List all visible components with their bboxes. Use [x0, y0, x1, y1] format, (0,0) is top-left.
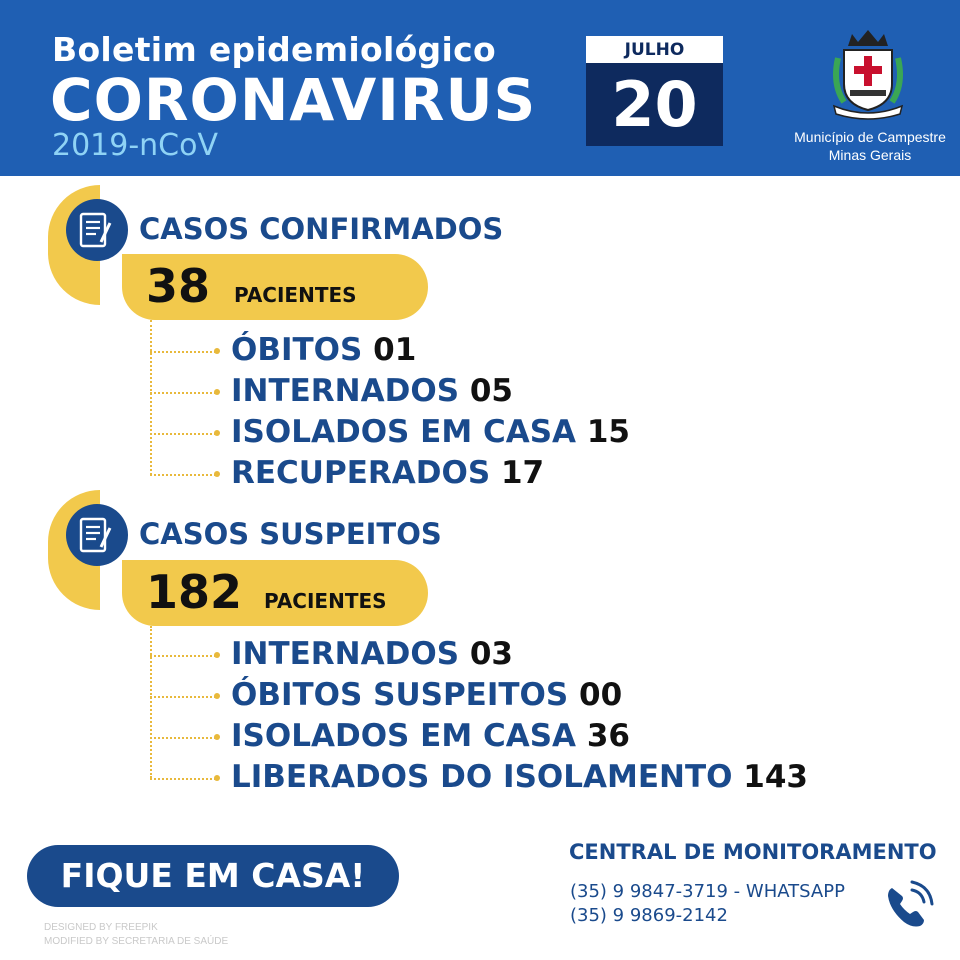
design-credit: DESIGNED BY FREEPIK	[44, 922, 158, 933]
suspected-deaths-label: ÓBITOS SUSPEITOS	[231, 677, 569, 713]
suspected-home-isolation-label: ISOLADOS EM CASA	[231, 718, 577, 754]
tree-branch	[150, 655, 216, 657]
suspected-released-label: LIBERADOS DO ISOLAMENTO	[231, 759, 733, 795]
confirmed-deaths-row	[231, 332, 416, 368]
tree-dot	[214, 775, 220, 781]
clipboard-icon	[66, 199, 128, 261]
tree-dot	[214, 348, 220, 354]
clipboard-icon	[66, 504, 128, 566]
confirmed-recovered-row	[231, 455, 544, 491]
confirmed-home-isolation-value: 15	[586, 414, 630, 450]
suspected-unit: PACIENTES	[264, 589, 387, 613]
suspected-released-row	[231, 759, 808, 795]
bulletin-title: Boletim epidemiológico	[52, 30, 496, 69]
confirmed-recovered-value: 17	[500, 455, 545, 491]
confirmed-deaths-value: 01	[373, 332, 417, 368]
confirmed-hospitalized-row	[231, 373, 513, 409]
confirmed-home-isolation-row	[231, 414, 630, 450]
confirmed-deaths-label: ÓBITOS	[231, 332, 363, 368]
confirmed-home-isolation-label: ISOLADOS EM CASA	[231, 414, 577, 450]
tree-dot	[214, 734, 220, 740]
tree-branch	[150, 351, 216, 353]
suspected-title: CASOS SUSPEITOS	[139, 517, 442, 551]
phone-call-icon	[882, 878, 936, 932]
modified-credit: MODIFIED BY SECRETARIA DE SAÚDE	[44, 936, 229, 947]
tree-branch	[150, 737, 216, 739]
date-month: JULHO	[586, 36, 723, 63]
tree-branch	[150, 778, 216, 780]
date-box	[586, 36, 723, 146]
suspected-home-isolation-row	[231, 718, 630, 754]
tree-branch	[150, 392, 216, 394]
confirmed-count-pill	[122, 254, 428, 320]
tree-dot	[214, 389, 220, 395]
municipality-line2: Minas Gerais	[828, 147, 912, 163]
tree-dot	[214, 693, 220, 699]
suspected-deaths-value: 00	[579, 677, 623, 713]
confirmed-unit: PACIENTES	[234, 283, 357, 307]
tree-branch	[150, 474, 216, 476]
tree-dot	[214, 471, 220, 477]
confirmed-count: 38	[146, 259, 211, 313]
suspected-deaths-row	[231, 677, 622, 713]
coronavirus-title: CORONAVIRUS	[50, 66, 537, 134]
municipal-coat-of-arms-icon	[830, 28, 906, 120]
virus-code: 2019-nCoV	[52, 128, 219, 163]
confirmed-title: CASOS CONFIRMADOS	[139, 212, 504, 246]
tree-dot	[214, 652, 220, 658]
suspected-hospitalized-label: INTERNADOS	[231, 636, 460, 672]
stay-home-banner: FIQUE EM CASA!	[27, 845, 399, 907]
suspected-count-pill	[122, 560, 428, 626]
suspected-released-value: 143	[743, 759, 808, 795]
phone-whatsapp[interactable]: (35) 9 9847-3719 - WHATSAPP	[570, 881, 845, 902]
tree-branch	[150, 696, 216, 698]
confirmed-tree-line	[150, 320, 152, 475]
phone-landline[interactable]: (35) 9 9869-2142	[570, 905, 728, 926]
suspected-count: 182	[146, 565, 243, 619]
confirmed-hospitalized-label: INTERNADOS	[231, 373, 460, 409]
confirmed-hospitalized-value: 05	[469, 373, 513, 409]
suspected-hospitalized-row	[231, 636, 513, 672]
tree-branch	[150, 433, 216, 435]
header-banner	[0, 0, 960, 176]
suspected-home-isolation-value: 36	[586, 718, 630, 754]
municipality-name	[770, 128, 960, 164]
municipality-line1: Município de Campestre	[794, 129, 946, 145]
date-day: 20	[611, 68, 698, 141]
monitoring-center-title: CENTRAL DE MONITORAMENTO	[569, 840, 937, 864]
confirmed-recovered-label: RECUPERADOS	[231, 455, 491, 491]
suspected-hospitalized-value: 03	[469, 636, 513, 672]
suspected-tree-line	[150, 626, 152, 778]
tree-dot	[214, 430, 220, 436]
